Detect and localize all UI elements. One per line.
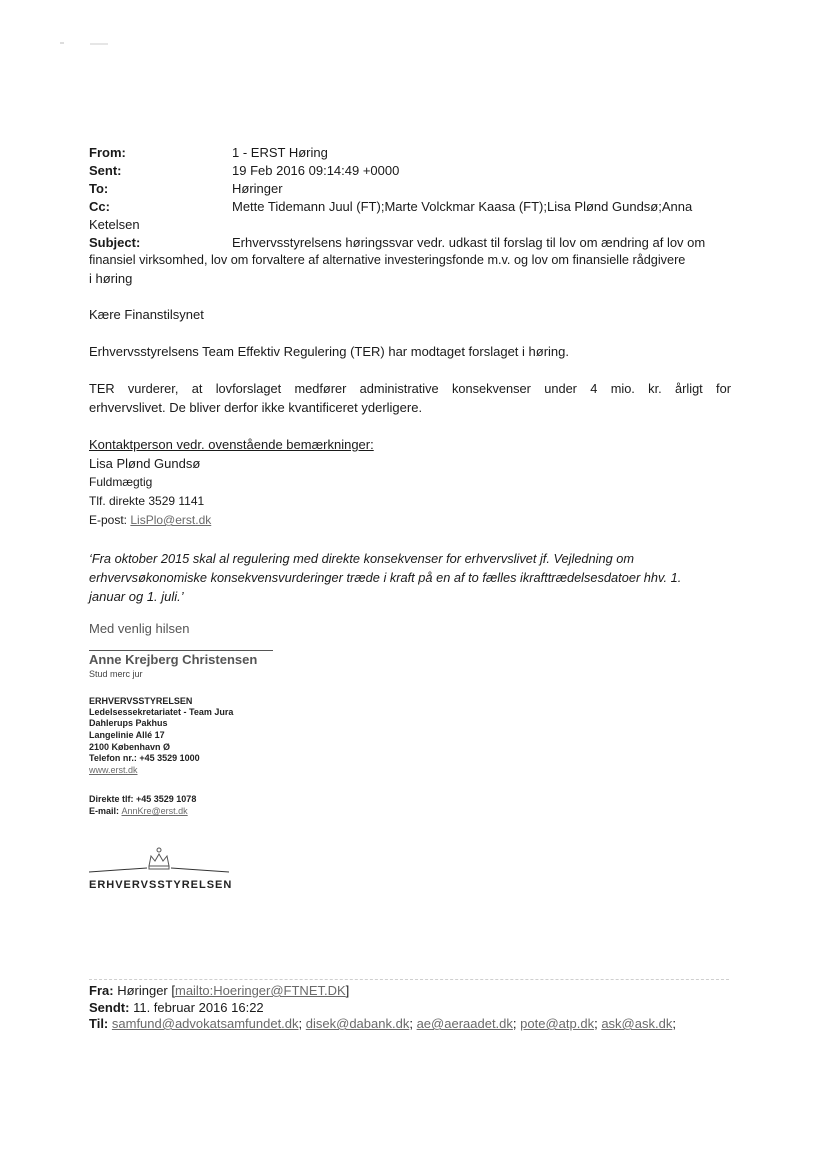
signature-role: Stud merc jur [89,669,143,679]
signature-city: 2100 København Ø [89,742,171,752]
contact-phone: Tlf. direkte 3529 1141 [89,494,205,508]
scan-mark [60,36,120,46]
signature-email-label: E-mail: [89,806,122,816]
forward-to-link[interactable]: disek@dabank.dk [305,1016,410,1031]
contact-email-link[interactable]: LisPlo@erst.dk [130,513,212,527]
quote-line3: januar og 1. juli.’ [89,589,184,604]
signature-email-row [89,806,188,816]
sent-label: Sent: [89,163,122,178]
to-label: To: [89,181,109,196]
signature-dept: Ledelsessekretariatet - Team Jura [89,707,234,717]
signature-name: Anne Krejberg Christensen [89,652,258,667]
contact-email-label: E-post: [89,513,131,527]
forward-from-label: Fra: [89,983,114,998]
logo-text: ERHVERVSSTYRELSEN [89,879,233,891]
from-label: From: [89,145,126,160]
contact-heading: Kontaktperson vedr. ovenstående bemærkninger: [89,437,374,452]
crown-logo-icon [89,844,229,876]
paragraph-1: Erhvervsstyrelsens Team Effektiv Regulering (TER) har modtaget forslaget i høring. [89,344,569,359]
quote-line2: erhvervsøkonomiske konsekvensvurderinger træde i kraft på en af to fælles ikrafttrædelsesdatoer hhv. 1. [89,570,682,585]
signature-street: Langelinie Allé 17 [89,730,165,740]
forward-to-link[interactable]: samfund@advokatsamfundet.dk [111,1016,299,1031]
forward-from-row [89,983,349,998]
cc-value-cont: Ketelsen [89,217,140,232]
forward-to-sep: ; [298,1016,303,1031]
contact-email-row [89,513,211,527]
forward-to-sep: ; [594,1016,598,1031]
signature-divider [89,650,273,651]
signature-direct-phone: Direkte tlf: +45 3529 1078 [89,794,197,804]
forward-sent-label: Sendt: [89,1000,130,1015]
contact-name: Lisa Plønd Gundsø [89,456,201,471]
closing: Med venlig hilsen [89,621,190,636]
forward-to-sep: ; [512,1016,517,1031]
forward-sent-value: 11. februar 2016 16:22 [133,1000,264,1015]
forward-to-link[interactable]: ask@ask.dk [601,1016,673,1031]
forward-to-sep: ; [409,1016,413,1031]
signature-web-link[interactable]: www.erst.dk [89,765,138,775]
paragraph-2-line2: erhvervslivet. De bliver derfor ikke kvantificeret yderligere. [89,400,423,415]
forward-divider [89,979,729,981]
signature-building: Dahlerups Pakhus [89,718,168,728]
cc-label: Cc: [89,199,110,214]
forward-sent-row [89,1000,264,1015]
signature-phone: Telefon nr.: +45 3529 1000 [89,753,200,763]
forward-from-value: Høringer [ [117,983,175,998]
paragraph-2-line1: TER vurderer, at lovforslaget medfører administrative konsekvenser under 4 mio. kr. årligt for [89,381,731,396]
to-value: Høringer [232,181,283,196]
signature-org: ERHVERVSSTYRELSEN [89,696,193,706]
subject-value-cont2: i høring [89,271,133,286]
sent-value: 19 Feb 2016 09:14:49 +0000 [232,163,400,178]
subject-label: Subject: [89,235,141,250]
forward-to-label: Til: [89,1016,109,1031]
forward-to-link[interactable]: pote@atp.dk [520,1016,595,1031]
from-value: 1 - ERST Høring [232,145,328,160]
forward-to-link[interactable]: ae@aeraadet.dk [416,1016,513,1031]
greeting: Kære Finanstilsynet [89,307,204,322]
forward-to-row [89,1016,676,1031]
contact-title: Fuldmægtig [89,475,153,489]
quote-line1: ‘Fra oktober 2015 skal al regulering med direkte konsekvenser for erhvervslivet jf. Vejledning om [89,551,635,566]
cc-value: Mette Tidemann Juul (FT);Marte Volckmar Kaasa (FT);Lisa Plønd Gundsø;Anna [232,199,693,214]
forward-to-sep: ; [672,1016,676,1031]
subject-value: Erhvervsstyrelsens høringssvar vedr. udkast til forslag til lov om ændring af lov om [232,235,706,250]
forward-mailto-link[interactable]: mailto:Hoeringer@FTNET.DK [174,983,346,998]
subject-value-cont: finansiel virksomhed, lov om forvaltere af alternative investeringsfonde m.v. og lov om finansielle rådgivere [89,253,686,267]
signature-email-link[interactable]: AnnKre@erst.dk [121,806,188,816]
forward-from-close: ] [345,983,350,998]
